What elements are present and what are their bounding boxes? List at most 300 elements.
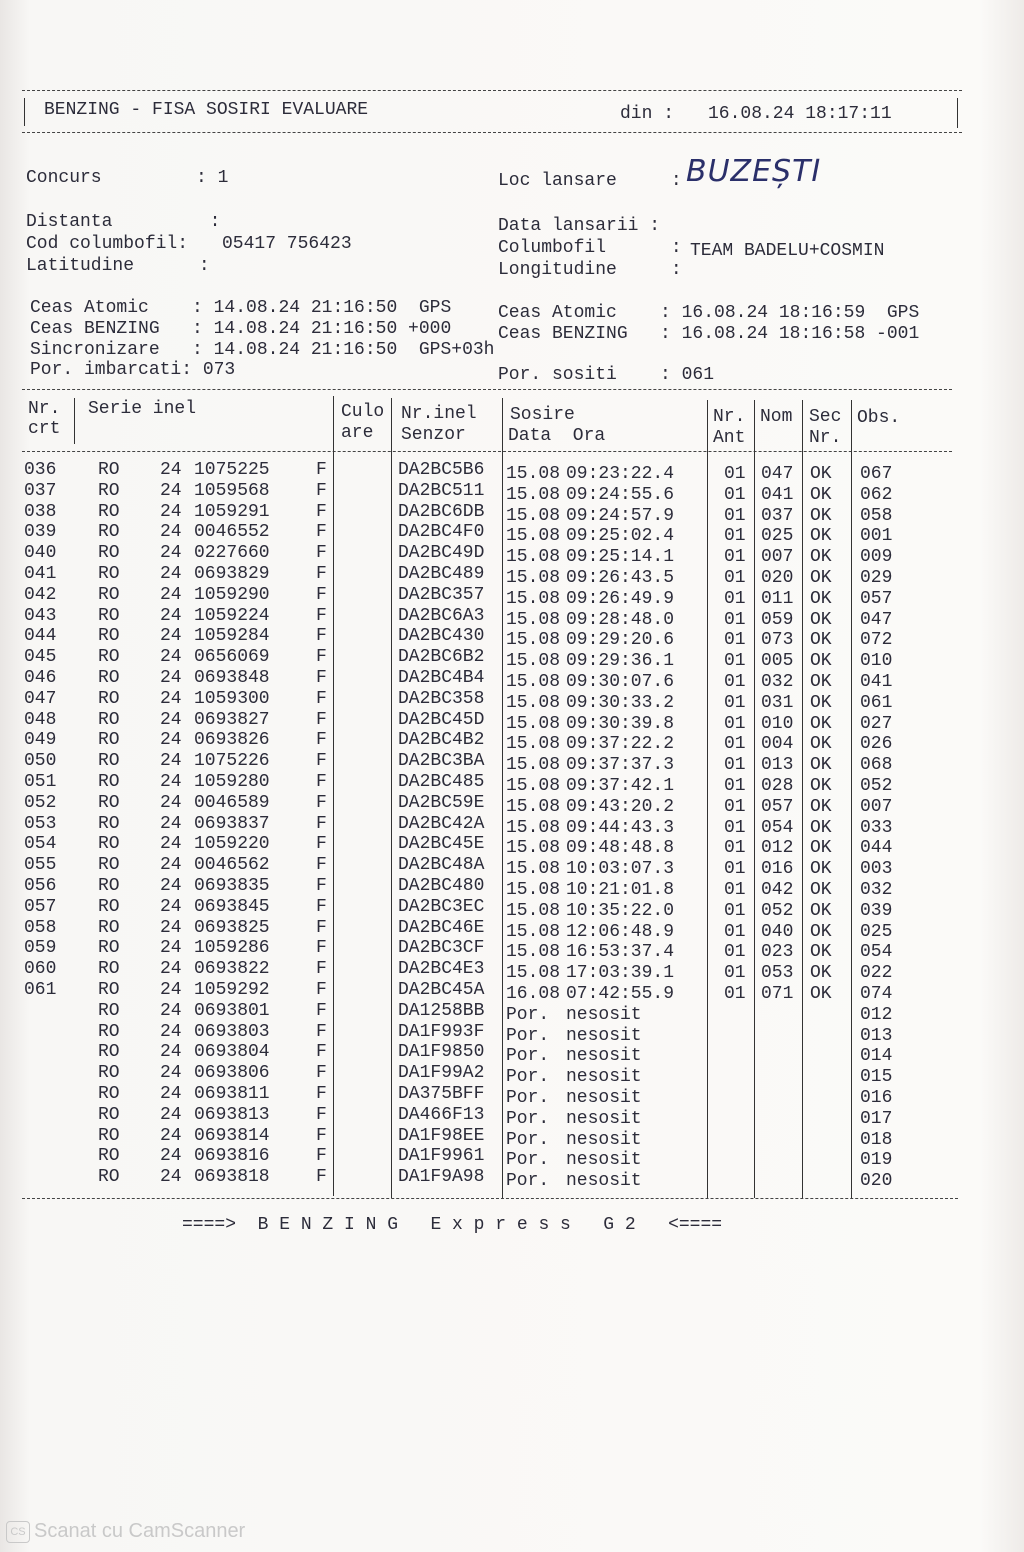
clock-left-line-2: Ceas BENZING : 14.08.24 21:16:50 +000 (30, 319, 452, 339)
table-row (0, 1084, 1024, 1108)
table-row (0, 668, 1024, 692)
cell-country: RO (98, 501, 120, 522)
cell-sensor: DA1F99A2 (398, 1063, 485, 1084)
cell-obs: 027 (860, 713, 893, 734)
cell-sec: OK (810, 859, 832, 880)
cell-date: 15.08 (506, 713, 561, 734)
cell-ring-number: 0693822 (194, 959, 270, 980)
cell-date: 15.08 (506, 921, 561, 942)
cell-sec: OK (810, 651, 832, 672)
col-obs-header: Obs. (857, 408, 901, 428)
table-row (0, 855, 1024, 880)
cell-sex: F (316, 896, 327, 917)
cell-ring-number: 1059286 (194, 938, 270, 959)
cell-obs: 019 (860, 1150, 893, 1171)
cell-date: 15.08 (506, 796, 561, 817)
cell-year: 24 (160, 1146, 182, 1167)
cell-sensor: DA2BC511 (398, 480, 485, 501)
report-title: BENZING - FISA SOSIRI EVALUARE (44, 100, 369, 120)
latitudine-label: Latitudine : (26, 256, 210, 276)
cell-obs: 061 (860, 692, 893, 713)
cell-date: 15.08 (506, 505, 561, 526)
cell-nom: 023 (761, 942, 794, 963)
cell-sex: F (316, 855, 327, 876)
cell-country: RO (98, 834, 120, 855)
cell-antenna: 01 (724, 526, 746, 547)
cell-date: 15.08 (506, 692, 561, 713)
cell-sensor: DA2BC6DB (398, 501, 485, 522)
table-row (0, 917, 1024, 942)
header-right-border (957, 98, 958, 128)
cell-time: nesosit (566, 1088, 642, 1108)
cell-nom: 047 (761, 464, 794, 484)
cell-nr: 040 (24, 543, 57, 564)
cell-sec: OK (810, 464, 832, 484)
cell-year: 24 (160, 876, 182, 896)
cell-obs: 026 (860, 734, 893, 755)
cell-nom: 054 (761, 817, 794, 838)
table-row (0, 1021, 1024, 1046)
cell-ring-number: 0693813 (194, 1104, 270, 1125)
cell-sensor: DA2BC3BA (398, 751, 485, 772)
cell-sex: F (316, 605, 327, 626)
cell-obs: 067 (860, 464, 893, 484)
table-row (0, 501, 1024, 526)
cell-nom: 016 (761, 859, 794, 880)
cell-nr: 054 (24, 834, 57, 855)
cell-nr: 061 (24, 980, 57, 1000)
cell-nr: 056 (24, 876, 57, 896)
cell-time: 10:03:07.3 (566, 859, 675, 880)
cell-date: 15.08 (506, 734, 561, 755)
cell-date: Por. (506, 1067, 550, 1088)
table-row (0, 564, 1024, 588)
cell-year: 24 (160, 1042, 182, 1063)
cell-sec: OK (810, 734, 832, 755)
cell-sensor: DA2BC42A (398, 813, 485, 834)
cell-country: RO (98, 584, 120, 605)
table-row (0, 876, 1024, 900)
cell-time: 09:30:33.2 (566, 692, 675, 713)
table-row (0, 1146, 1024, 1171)
cell-ring-number: 1059300 (194, 688, 270, 709)
cell-sex: F (316, 772, 327, 792)
columbofil-label: Columbofil : (498, 238, 682, 258)
cell-time: 07:42:55.9 (566, 984, 675, 1004)
cell-date: 15.08 (506, 609, 561, 630)
cell-time: 09:29:36.1 (566, 651, 675, 672)
cell-nom: 004 (761, 734, 794, 755)
longitudine-label: Longitudine : (498, 260, 682, 280)
cell-time: nesosit (566, 1171, 642, 1192)
cell-sex: F (316, 792, 327, 813)
scanner-watermark (6, 1520, 245, 1543)
cell-nom: 052 (761, 900, 794, 921)
data-lansarii-label: Data lansarii : (498, 216, 661, 236)
cell-country: RO (98, 1063, 120, 1084)
cell-nom: 031 (761, 692, 794, 713)
cell-year: 24 (160, 647, 182, 668)
cell-date: Por. (506, 1108, 550, 1129)
cell-ring-number: 0693811 (194, 1084, 270, 1104)
header-left-border (24, 98, 25, 126)
col-nr-header-1: Nr. (28, 399, 61, 419)
cell-year: 24 (160, 1021, 182, 1042)
table-row (0, 647, 1024, 672)
cell-sensor: DA2BC489 (398, 564, 485, 584)
cell-antenna: 01 (724, 942, 746, 963)
cell-date: 15.08 (506, 547, 561, 568)
cell-year: 24 (160, 751, 182, 772)
table-row (0, 626, 1024, 651)
table-row (0, 688, 1024, 713)
cell-sec: OK (810, 776, 832, 796)
cell-ring-number: 0046562 (194, 855, 270, 876)
cell-antenna: 01 (724, 609, 746, 630)
cell-ring-number: 0693837 (194, 813, 270, 834)
cell-nr: 037 (24, 480, 57, 501)
cell-date: 15.08 (506, 568, 561, 588)
cell-ring-number: 0693804 (194, 1042, 270, 1063)
cell-sec: OK (810, 755, 832, 776)
cell-antenna: 01 (724, 588, 746, 609)
cell-sensor: DA1F9A98 (398, 1167, 485, 1188)
cell-ring-number: 0693826 (194, 730, 270, 751)
cell-nr: 043 (24, 605, 57, 626)
cod-columbofil-value: 05417 756423 (222, 234, 352, 254)
cell-nom: 041 (761, 484, 794, 505)
cell-sensor: DA1F993F (398, 1021, 485, 1042)
cell-sensor: DA2BC3EC (398, 896, 485, 917)
cell-year: 24 (160, 730, 182, 751)
cell-sex: F (316, 1000, 327, 1021)
cell-sec: OK (810, 942, 832, 963)
cell-date: 15.08 (506, 484, 561, 505)
cell-date: 15.08 (506, 880, 561, 900)
cell-nr: 041 (24, 564, 57, 584)
cell-country: RO (98, 813, 120, 834)
col-nrant-header-1: Nr. (713, 407, 746, 427)
cell-obs: 014 (860, 1046, 893, 1067)
cell-time: nesosit (566, 1046, 642, 1067)
col-nrinel-header-1: Nr.inel (401, 404, 477, 424)
cell-antenna: 01 (724, 838, 746, 859)
cell-sex: F (316, 751, 327, 772)
cell-antenna: 01 (724, 963, 746, 984)
print-date-label: din : (620, 104, 675, 124)
cell-year: 24 (160, 522, 182, 543)
cell-country: RO (98, 896, 120, 917)
col-sosire-header-2: Data Ora (508, 426, 606, 446)
cell-time: 10:35:22.0 (566, 900, 675, 921)
cell-country: RO (98, 522, 120, 543)
cell-date: Por. (506, 1129, 550, 1150)
table-row (0, 980, 1024, 1004)
cell-sex: F (316, 543, 327, 564)
cell-time: 09:44:43.3 (566, 817, 675, 838)
cell-sex: F (316, 1167, 327, 1188)
cell-nom: 059 (761, 609, 794, 630)
cell-date: Por. (506, 1025, 550, 1046)
cell-year: 24 (160, 1167, 182, 1188)
cell-time: nesosit (566, 1067, 642, 1088)
cell-sex: F (316, 959, 327, 980)
cell-sec: OK (810, 963, 832, 984)
cell-sensor: DA2BC4E3 (398, 959, 485, 980)
clock-right-line-1: Ceas Atomic : 16.08.24 18:16:59 GPS (498, 303, 920, 323)
cell-date: 15.08 (506, 900, 561, 921)
cell-obs: 029 (860, 568, 893, 588)
cell-time: nesosit (566, 1129, 642, 1150)
cell-sec: OK (810, 984, 832, 1004)
cell-year: 24 (160, 813, 182, 834)
cell-ring-number: 0227660 (194, 543, 270, 564)
cell-time: 09:24:57.9 (566, 505, 675, 526)
cell-sensor: DA2BC6A3 (398, 605, 485, 626)
cell-sec: OK (810, 484, 832, 505)
cell-sensor: DA2BC6B2 (398, 647, 485, 668)
cell-nom: 042 (761, 880, 794, 900)
cell-sex: F (316, 584, 327, 605)
cell-nr: 049 (24, 730, 57, 751)
col-nom-header: Nom (760, 407, 793, 427)
table-row (0, 959, 1024, 984)
cell-sex: F (316, 730, 327, 751)
cell-nom: 057 (761, 796, 794, 817)
cell-sec: OK (810, 921, 832, 942)
cell-sec: OK (810, 568, 832, 588)
cell-sensor: DA1F9961 (398, 1146, 485, 1167)
cell-date: 15.08 (506, 963, 561, 984)
cell-year: 24 (160, 543, 182, 564)
cell-obs: 009 (860, 547, 893, 568)
cell-sec: OK (810, 880, 832, 900)
cell-antenna: 01 (724, 505, 746, 526)
table-row (0, 730, 1024, 755)
cell-nom: 037 (761, 505, 794, 526)
cell-sensor: DA2BC480 (398, 876, 485, 896)
cell-date: 15.08 (506, 651, 561, 672)
cell-obs: 058 (860, 505, 893, 526)
print-datetime: 16.08.24 18:17:11 (708, 104, 892, 124)
cell-sex: F (316, 480, 327, 501)
cell-nr: 039 (24, 522, 57, 543)
cell-date: 15.08 (506, 630, 561, 651)
cell-sensor: DA2BC485 (398, 772, 485, 792)
cell-sensor: DA2BC4B4 (398, 668, 485, 688)
cell-obs: 033 (860, 817, 893, 838)
cell-sex: F (316, 564, 327, 584)
cell-year: 24 (160, 688, 182, 709)
cell-nr: 044 (24, 626, 57, 647)
cell-antenna: 01 (724, 734, 746, 755)
cell-time: nesosit (566, 1025, 642, 1046)
cell-sec: OK (810, 900, 832, 921)
watermark-text: Scanat cu CamScanner (34, 1520, 246, 1542)
cell-date: Por. (506, 1088, 550, 1108)
cell-year: 24 (160, 772, 182, 792)
cell-country: RO (98, 1167, 120, 1188)
cell-country: RO (98, 605, 120, 626)
cell-nr: 052 (24, 792, 57, 813)
cell-country: RO (98, 480, 120, 501)
cell-nr: 059 (24, 938, 57, 959)
cell-country: RO (98, 543, 120, 564)
cell-sex: F (316, 460, 327, 480)
cell-obs: 012 (860, 1004, 893, 1025)
distanta-label: Distanta : (26, 212, 221, 232)
cell-antenna: 01 (724, 651, 746, 672)
table-row (0, 813, 1024, 838)
cell-sex: F (316, 647, 327, 668)
header-bottom-rule (22, 132, 962, 133)
cell-country: RO (98, 564, 120, 584)
cell-obs: 010 (860, 651, 893, 672)
cell-date: 15.08 (506, 672, 561, 692)
cell-country: RO (98, 772, 120, 792)
cell-obs: 017 (860, 1108, 893, 1129)
cell-time: 09:26:49.9 (566, 588, 675, 609)
cell-time: 09:24:55.6 (566, 484, 675, 505)
cell-obs: 001 (860, 526, 893, 547)
cell-nom: 010 (761, 713, 794, 734)
cell-nr: 053 (24, 813, 57, 834)
cell-time: 09:43:20.2 (566, 796, 675, 817)
loc-lansare-handwritten: BUZEȘTI (686, 154, 822, 189)
col-nr-header-2: crt (28, 419, 61, 439)
cell-antenna: 01 (724, 630, 746, 651)
camscanner-logo-icon: CS (6, 1521, 30, 1543)
cell-time: nesosit (566, 1004, 642, 1025)
cell-sex: F (316, 813, 327, 834)
columbofil-value: TEAM BADELU+COSMIN (690, 241, 885, 261)
cell-ring-number: 0693806 (194, 1063, 270, 1084)
cell-nr: 055 (24, 855, 57, 876)
cell-obs: 039 (860, 900, 893, 921)
cell-ring-number: 1075226 (194, 751, 270, 772)
cell-country: RO (98, 1042, 120, 1063)
cell-ring-number: 0693825 (194, 917, 270, 938)
table-row (0, 834, 1024, 859)
cell-antenna: 01 (724, 817, 746, 838)
table-row (0, 1167, 1024, 1192)
cell-date: 15.08 (506, 464, 561, 484)
cell-antenna: 01 (724, 984, 746, 1004)
clock-left-line-3: Sincronizare : 14.08.24 21:16:50 GPS+03h (30, 340, 495, 360)
cell-obs: 062 (860, 484, 893, 505)
cell-country: RO (98, 626, 120, 647)
cell-obs: 007 (860, 796, 893, 817)
cell-sex: F (316, 709, 327, 730)
cell-sec: OK (810, 588, 832, 609)
table-row (0, 584, 1024, 609)
cell-year: 24 (160, 834, 182, 855)
table-row (0, 792, 1024, 817)
cell-sec: OK (810, 713, 832, 734)
table-row (0, 1000, 1024, 1025)
cell-sex: F (316, 1042, 327, 1063)
table-row (0, 460, 1024, 484)
cell-nom: 005 (761, 651, 794, 672)
cell-sensor: DA2BC358 (398, 688, 485, 709)
cell-nom: 020 (761, 568, 794, 588)
cell-date: Por. (506, 1004, 550, 1025)
cell-obs: 057 (860, 588, 893, 609)
cell-sec: OK (810, 630, 832, 651)
cell-time: 09:28:48.0 (566, 609, 675, 630)
cell-nom: 012 (761, 838, 794, 859)
table-row (0, 751, 1024, 776)
table-row (0, 938, 1024, 963)
cell-year: 24 (160, 460, 182, 480)
cell-time: 09:37:22.2 (566, 734, 675, 755)
cell-country: RO (98, 730, 120, 751)
cell-nr: 038 (24, 501, 57, 522)
cell-country: RO (98, 688, 120, 709)
concurs-label: Concurs (26, 168, 102, 188)
cell-nom: 073 (761, 630, 794, 651)
cell-ring-number: 0693814 (194, 1125, 270, 1146)
cell-country: RO (98, 647, 120, 668)
cell-ring-number: 0046552 (194, 522, 270, 543)
cell-year: 24 (160, 709, 182, 730)
cell-year: 24 (160, 896, 182, 917)
cell-ring-number: 0693845 (194, 896, 270, 917)
col-culoare-header-2: are (341, 423, 374, 443)
cell-sex: F (316, 1021, 327, 1042)
table-row (0, 709, 1024, 734)
cell-nom: 025 (761, 526, 794, 547)
cell-obs: 020 (860, 1171, 893, 1192)
cell-obs: 041 (860, 672, 893, 692)
col-serie-header: Serie inel (88, 399, 197, 419)
cell-time: 09:26:43.5 (566, 568, 675, 588)
cell-year: 24 (160, 1084, 182, 1104)
cell-sensor: DA1F98EE (398, 1125, 485, 1146)
cell-country: RO (98, 855, 120, 876)
cell-ring-number: 0693818 (194, 1167, 270, 1188)
table-row (0, 522, 1024, 547)
cell-date: 15.08 (506, 588, 561, 609)
cell-sensor: DA2BC4F0 (398, 522, 485, 543)
cell-year: 24 (160, 1104, 182, 1125)
cell-time: 09:25:14.1 (566, 547, 675, 568)
cell-time: 09:23:22.4 (566, 464, 675, 484)
col-sec-header-1: Sec (809, 407, 842, 427)
cell-country: RO (98, 668, 120, 688)
cell-obs: 068 (860, 755, 893, 776)
cell-sensor: DA2BC46E (398, 917, 485, 938)
cell-ring-number: 0693848 (194, 668, 270, 688)
cell-nom: 053 (761, 963, 794, 984)
cell-sensor: DA1258BB (398, 1000, 485, 1021)
cell-country: RO (98, 460, 120, 480)
cell-obs: 054 (860, 942, 893, 963)
cell-sensor: DA375BFF (398, 1084, 485, 1104)
cell-sec: OK (810, 547, 832, 568)
cell-ring-number: 1059284 (194, 626, 270, 647)
cell-country: RO (98, 938, 120, 959)
cell-antenna: 01 (724, 921, 746, 942)
cell-country: RO (98, 1125, 120, 1146)
cell-nr: 051 (24, 772, 57, 792)
cell-sex: F (316, 1125, 327, 1146)
cell-year: 24 (160, 564, 182, 584)
cell-ring-number: 1059568 (194, 480, 270, 501)
cell-obs: 016 (860, 1088, 893, 1108)
cell-ring-number: 1059291 (194, 501, 270, 522)
cell-sex: F (316, 522, 327, 543)
